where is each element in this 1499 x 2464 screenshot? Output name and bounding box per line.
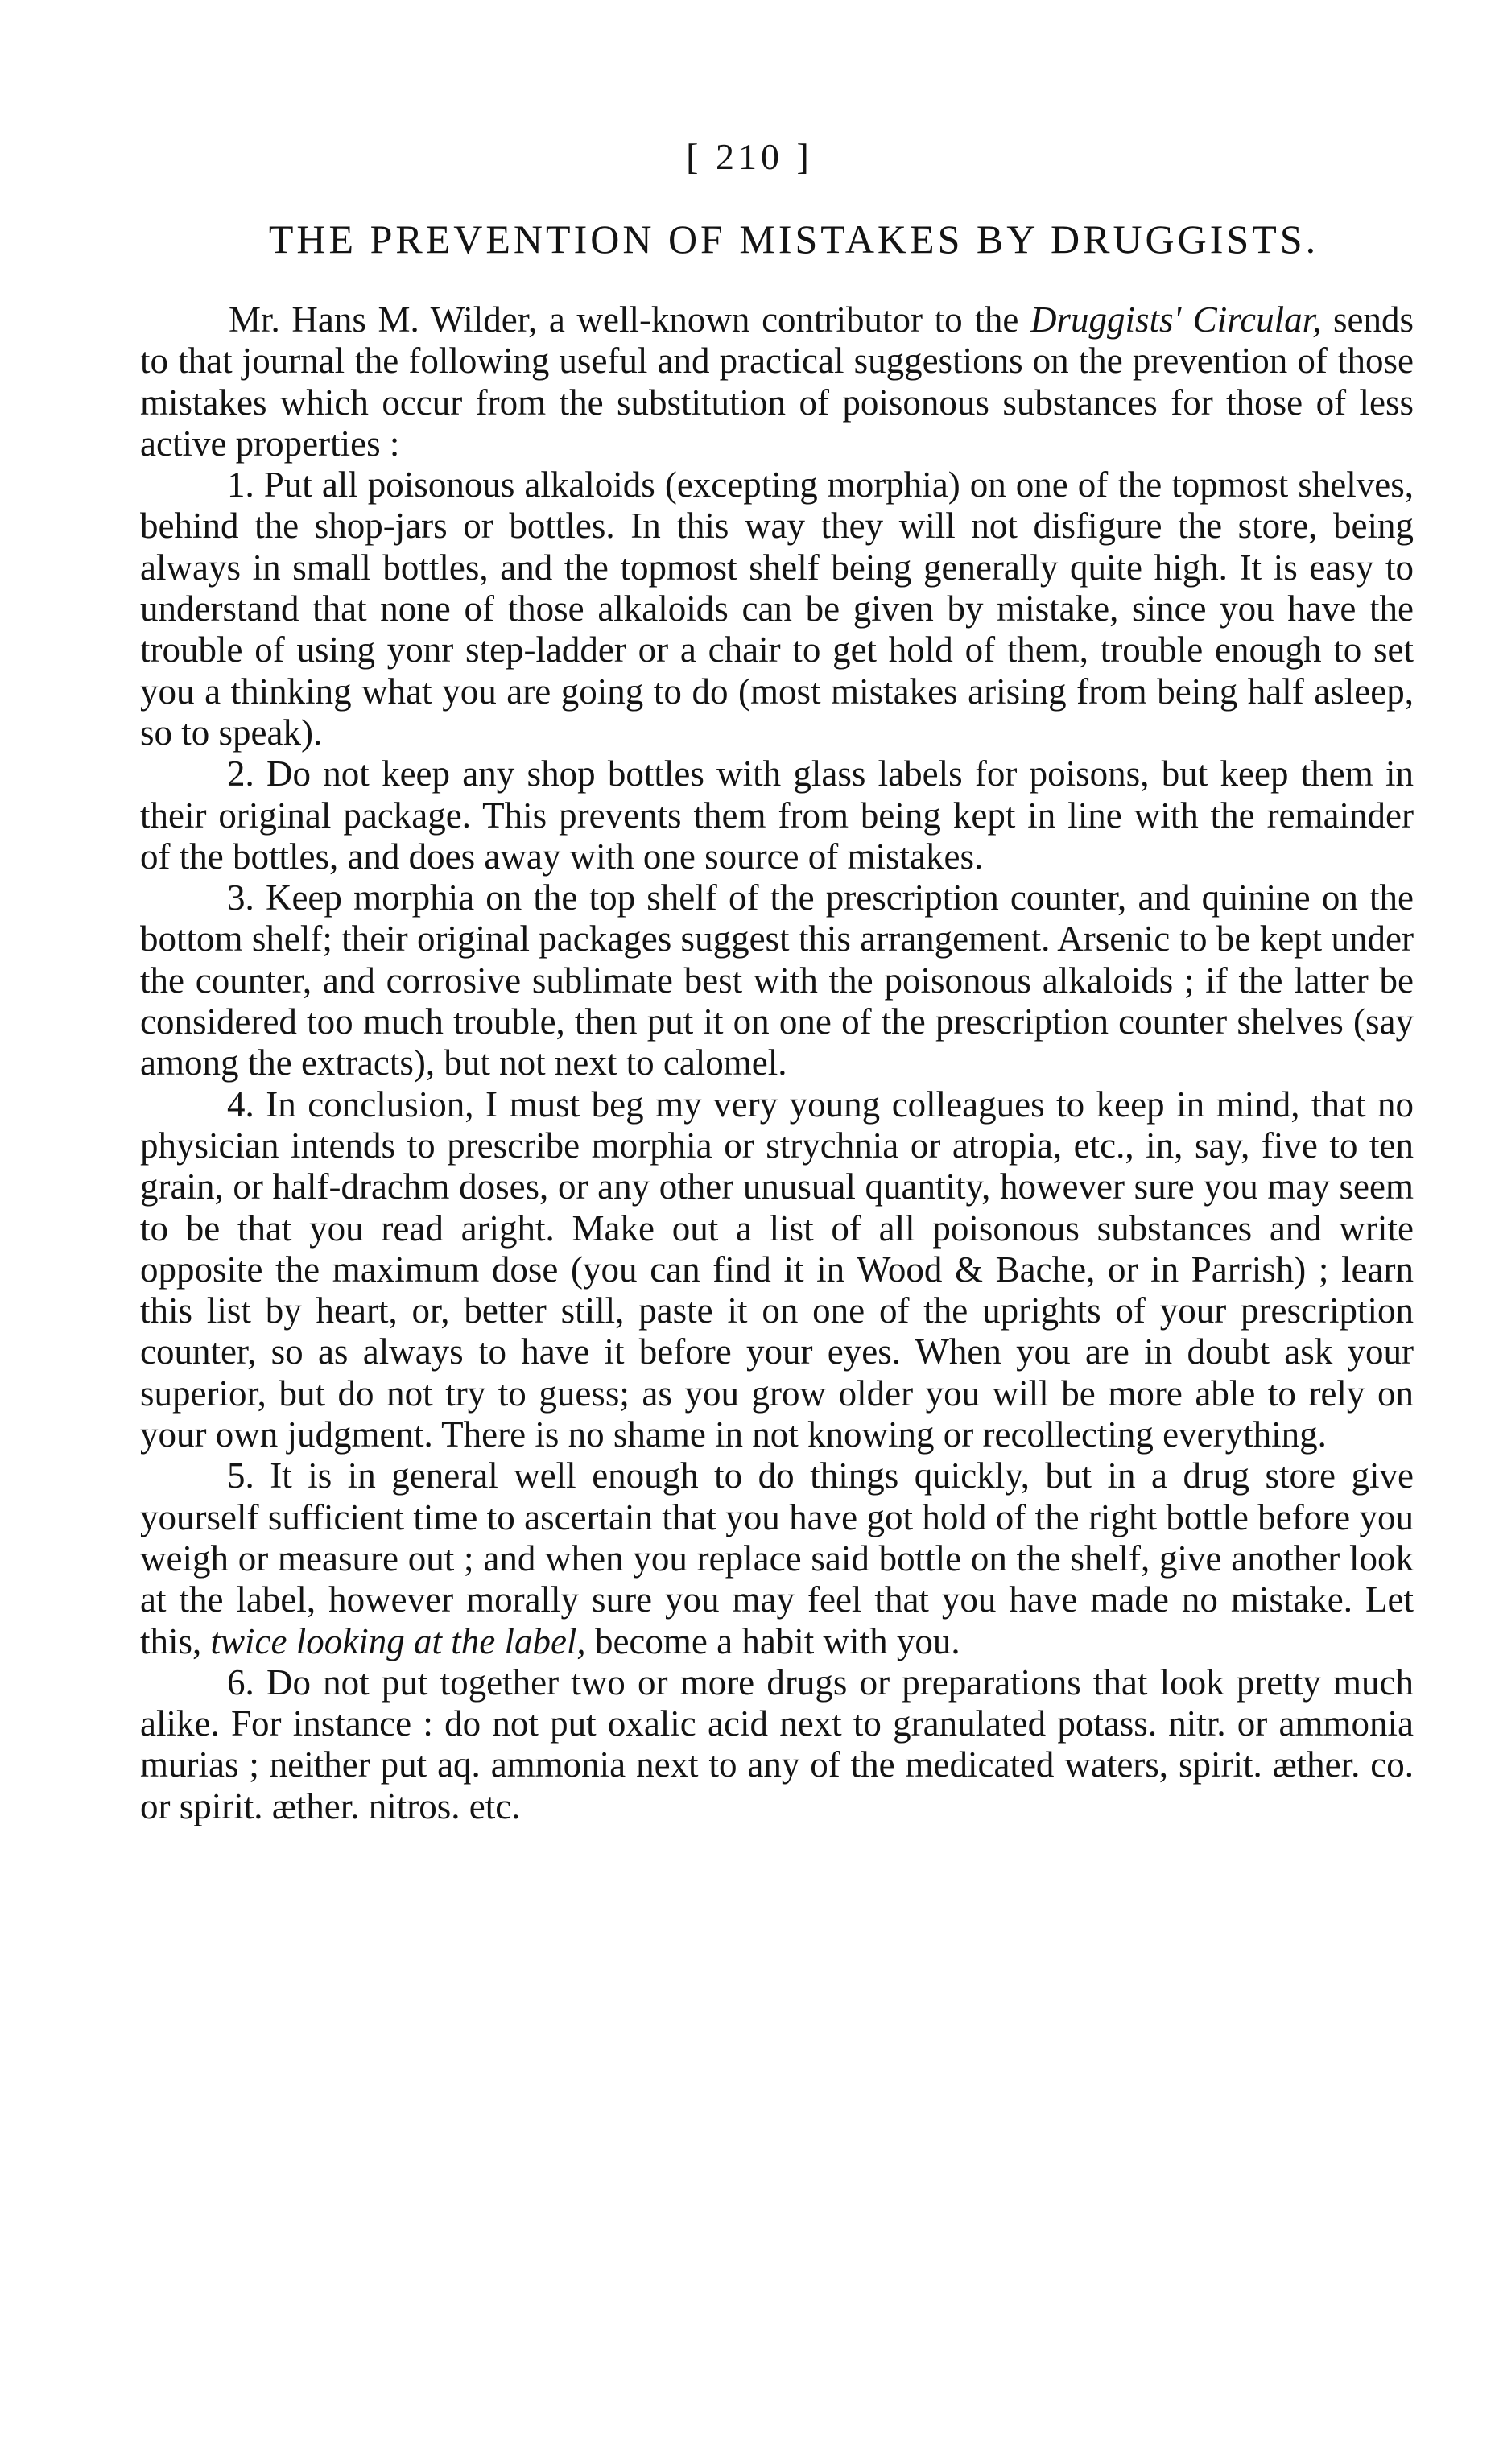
article-title: THE PREVENTION OF MISTAKES BY DRUGGISTS. bbox=[268, 217, 1319, 262]
intro-text-after: sends to that journal the following useful and practical suggestions on the prevention of those mistakes which occur from the substitution of poisonous substances for those of less active properties : bbox=[140, 299, 1414, 464]
intro-paragraph bbox=[140, 299, 1414, 464]
page-number: [ 210 ] bbox=[686, 136, 813, 177]
item-4-paragraph: 4. In conclusion, I must beg my very young colleagues to keep in mind, that no physician intends to prescribe morphia or strychnia or atropia, etc., in, say, five to ten grain, or half-drachm doses, or any other unusual quantity, however sure you may seem to be that you read aright. Make out a list of all poisonous substances and write opposite the maximum dose (you can find it in Wood & Bache, or in Parrish) ; learn this list by heart, or, better still, paste it on one of the uprights of your prescription counter, so as always to have it before your eyes. When you are in doubt ask your superior, but do not try to guess; as you grow older you will be more able to rely on your own judgment. There is no shame in not knowing or recollecting everything. bbox=[140, 1083, 1414, 1455]
item-3-paragraph: 3. Keep morphia on the top shelf of the prescription counter, and quinine on the bottom shelf; their original packages suggest this arrangement. Arsenic to be kept under the counter, and corrosive sublimate best with the poisonous alkaloids ; if the latter be considered too much trouble, then put it on one of the prescription counter shelves (say among the extracts), but not next to calomel. bbox=[140, 877, 1414, 1083]
item-2-paragraph: 2. Do not keep any shop bottles with glass labels for poisons, but keep them in their original package. This prevents them from being kept in line with the remainder of the bottles, and does away with one source of mistakes. bbox=[140, 753, 1414, 877]
item-5-emphasis: twice looking at the label, bbox=[210, 1620, 586, 1661]
item-1-paragraph: 1. Put all poisonous alkaloids (excepting morphia) on one of the topmost shelves, behind the shop-jars or bottles. In this way they will not disfigure the store, being always in small bottles, and the topmost shelf being generally quite high. It is easy to understand that none of those alkaloids can be given by mistake, since you have the trouble of using yonr step-ladder or a chair to get hold of them, trouble enough to set you a thinking what you are going to do (most mistakes arising from being half asleep, so to speak). bbox=[140, 464, 1414, 753]
article-body bbox=[140, 299, 1414, 1827]
item-6-paragraph: 6. Do not put together two or more drugs or preparations that look pretty much alike. For instance : do not put oxalic acid next to granulated potass. nitr. or ammonia murias ; neither put aq. ammonia next to any of the medicated waters, spirit. æther. co. or spirit. æther. nitros. etc. bbox=[140, 1661, 1414, 1826]
journal-name: Druggists' Circular, bbox=[1030, 299, 1322, 340]
intro-text-before: Mr. Hans M. Wilder, a well-known contributor to the bbox=[229, 299, 1030, 340]
item-5-paragraph bbox=[140, 1455, 1414, 1661]
item-5-text-before: 5. It is in general well enough to do things quickly, but in a drug store give yourself sufficient time to ascertain that you have got hold of the right bottle before you weigh or measure out ; and when you replace said bottle on the shelf, give another look at the label, however morally sure you may feel that you have made no mistake. Let this, bbox=[140, 1455, 1414, 1661]
item-5-text-after: become a habit with you. bbox=[585, 1620, 960, 1661]
